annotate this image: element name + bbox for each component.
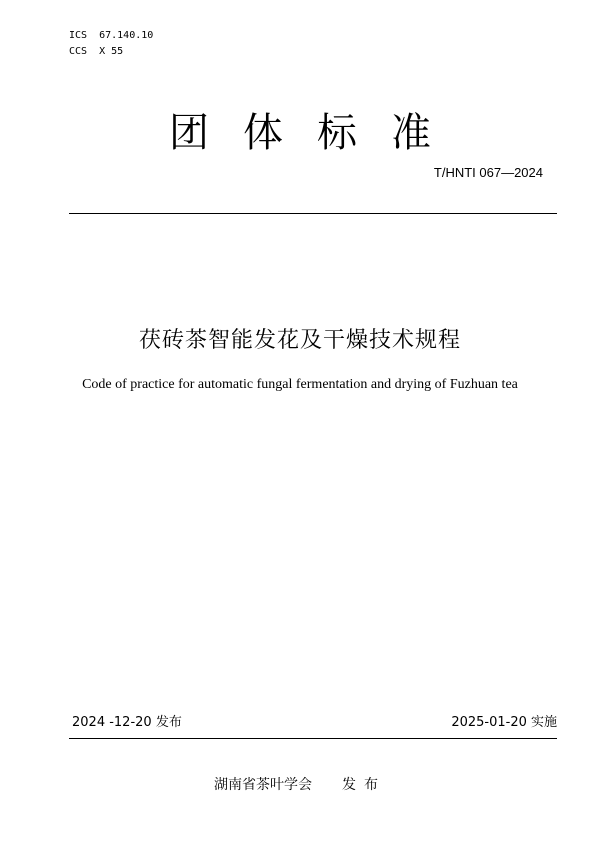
document-type-heading: 团体标准 [169, 110, 465, 156]
standard-number: T/HNTI 067—2024 [433, 165, 543, 180]
publisher-action: 发布 [342, 777, 386, 793]
publisher-name: 湖南省茶叶学会 [214, 777, 312, 793]
ics-code: ICS 67.140.10 [69, 30, 154, 41]
classification-codes [69, 28, 153, 60]
title-english: Code of practice for automatic fungal fermentation and drying of Fuzhuan tea [82, 377, 518, 392]
top-divider [69, 213, 557, 214]
issue-date: 2024 -12-20 发布 [72, 715, 182, 730]
title-chinese: 茯砖茶智能发花及干燥技术规程 [138, 328, 461, 353]
implementation-date: 2025-01-20 实施 [451, 715, 557, 730]
bottom-divider [69, 738, 557, 739]
ccs-code: CCS X 55 [69, 46, 124, 57]
publisher-line [0, 775, 600, 795]
